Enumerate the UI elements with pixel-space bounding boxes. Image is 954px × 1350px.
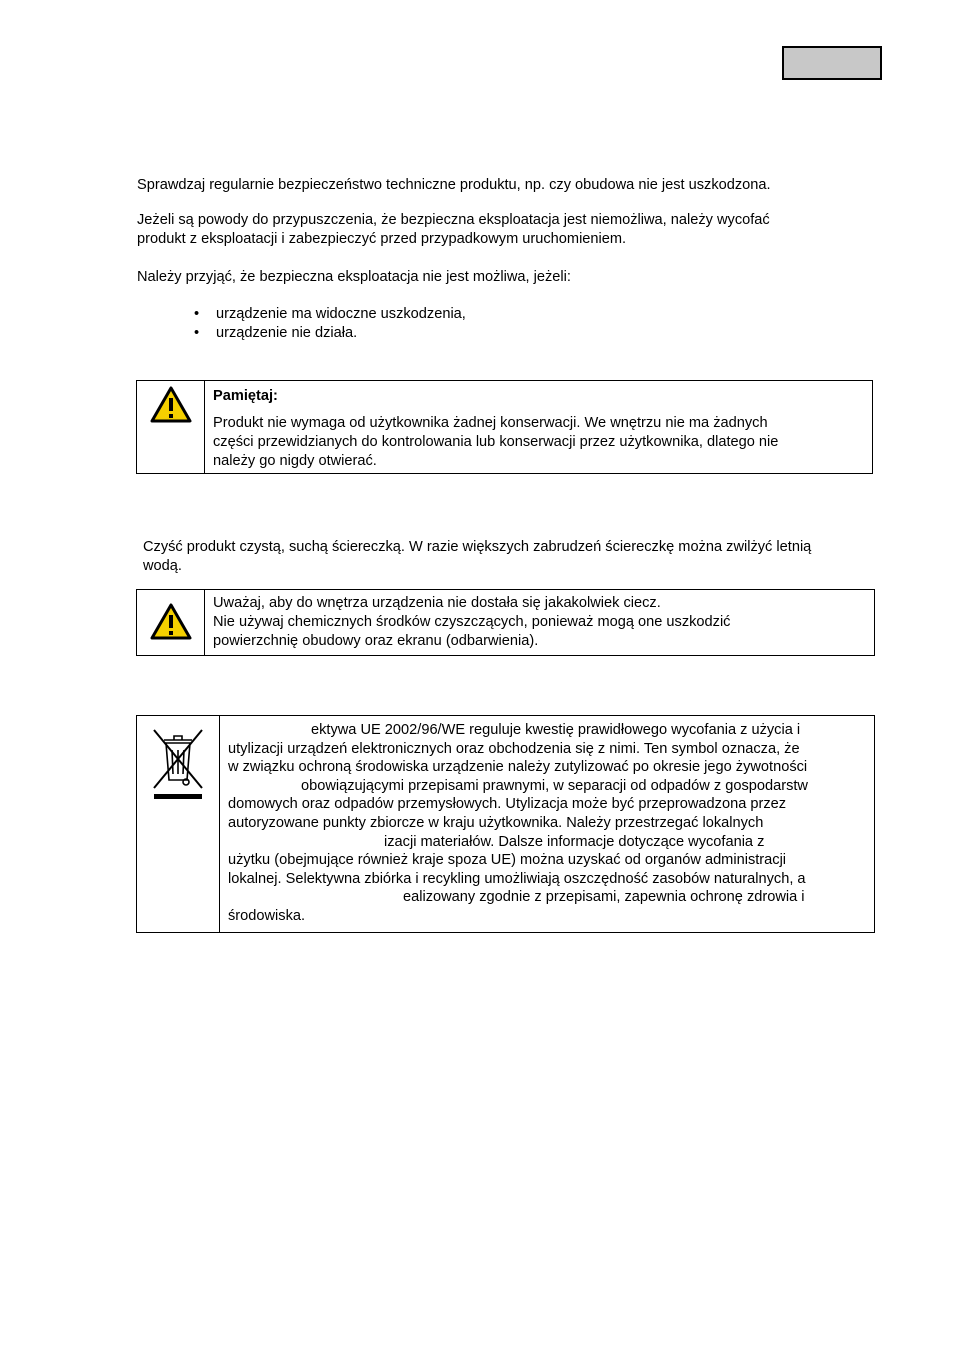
- note-box: [136, 380, 873, 474]
- weee-line: ektywa UE 2002/96/WE reguluje kwestię prawidłowego wycofania z użycia i: [311, 722, 801, 738]
- paragraph-withdraw: [137, 211, 770, 249]
- paragraph-withdraw-line2: produkt z eksploatacji i zabezpieczyć przed przypadkowym uruchomieniem.: [137, 231, 627, 247]
- weee-line: izacji materiałów. Dalsze informacje dotyczące wycofania z: [384, 833, 765, 850]
- weee-icon-cell: [137, 716, 220, 932]
- weee-box: [136, 715, 875, 933]
- crossed-out-wheelie-bin-icon: [150, 724, 206, 800]
- weee-line: lokalnej. Selektywna zbiórka i recykling umożliwiają oszczędność zasobów naturalnych, a: [228, 870, 806, 887]
- weee-line: ealizowany zgodnie z przepisami, zapewnia ochronę zdrowia i: [403, 889, 805, 906]
- warning-triangle-icon: [149, 385, 193, 425]
- caution-box: [136, 589, 875, 656]
- weee-line: obowiązującymi przepisami prawnymi, w separacji od odpadów z gospodarstw: [301, 777, 808, 794]
- note-line: części przewidzianych do kontrolowania lub konserwacji przez użytkownika, dlatego nie: [213, 434, 779, 450]
- bullet-icon: •: [194, 306, 200, 322]
- paragraph-cleaning-line2: wodą.: [143, 558, 182, 574]
- list-item: [190, 305, 466, 324]
- caution-line: powierzchnię obudowy oraz ekranu (odbarwienia).: [213, 633, 539, 649]
- weee-line: utylizacji urządzeń elektronicznych oraz obchodzenia się z nimi. Ten symbol oznacza, że: [228, 740, 800, 757]
- note-title: Pamiętaj:: [213, 388, 278, 404]
- paragraph-cleaning: [143, 538, 811, 576]
- weee-text: [220, 716, 818, 932]
- note-line: należy go nigdy otwierać.: [213, 453, 377, 469]
- weee-line: domowych oraz odpadów przemysłowych. Utylizacja może być przeprowadzona przez: [228, 796, 787, 813]
- note-line: Produkt nie wymaga od użytkownika żadnej konserwacji. We wnętrzu nie ma żadnych: [213, 415, 768, 431]
- note-text: [205, 381, 786, 473]
- caution-line: Nie używaj chemicznych środków czyszczących, ponieważ mogą one uszkodzić: [213, 614, 731, 630]
- weee-line: środowiska.: [228, 907, 306, 924]
- caution-text: [205, 590, 738, 655]
- page-tab: [782, 46, 882, 80]
- list-item-text: urządzenie ma widoczne uszkodzenia,: [216, 306, 466, 322]
- caution-icon-cell: [137, 590, 205, 655]
- paragraph-withdraw-line1: Jeżeli są powody do przypuszczenia, że bezpieczna eksploatacja jest niemożliwa, należy wycofać: [137, 212, 770, 228]
- conditions-list: [190, 305, 466, 343]
- paragraph-cleaning-line1: Czyść produkt czystą, suchą ściereczką. W razie większych zabrudzeń ściereczkę można zwilżyć letnią: [143, 539, 812, 555]
- weee-line: użytku (obejmujące również kraje spoza UE) można uzyskać od organów administracji: [228, 852, 787, 869]
- note-icon-cell: [137, 381, 205, 473]
- warning-triangle-icon: [149, 602, 193, 642]
- paragraph-inspection: Sprawdzaj regularnie bezpieczeństwo techniczne produktu, np. czy obudowa nie jest uszkodzona.: [137, 177, 771, 193]
- weee-line: w związku ochroną środowiska urządzenie należy zutylizować po okresie jego żywotności: [228, 759, 808, 776]
- paragraph-conditions: Należy przyjąć, że bezpieczna eksploatacja nie jest możliwa, jeżeli:: [137, 269, 571, 285]
- bullet-icon: •: [194, 325, 200, 341]
- caution-line: Uważaj, aby do wnętrza urządzenia nie dostała się jakakolwiek ciecz.: [213, 595, 661, 611]
- list-item-text: urządzenie nie działa.: [216, 325, 358, 341]
- list-item: [190, 324, 466, 343]
- weee-line: autoryzowane punkty zbiorcze w kraju użytkownika. Należy przestrzegać lokalnych: [228, 814, 764, 831]
